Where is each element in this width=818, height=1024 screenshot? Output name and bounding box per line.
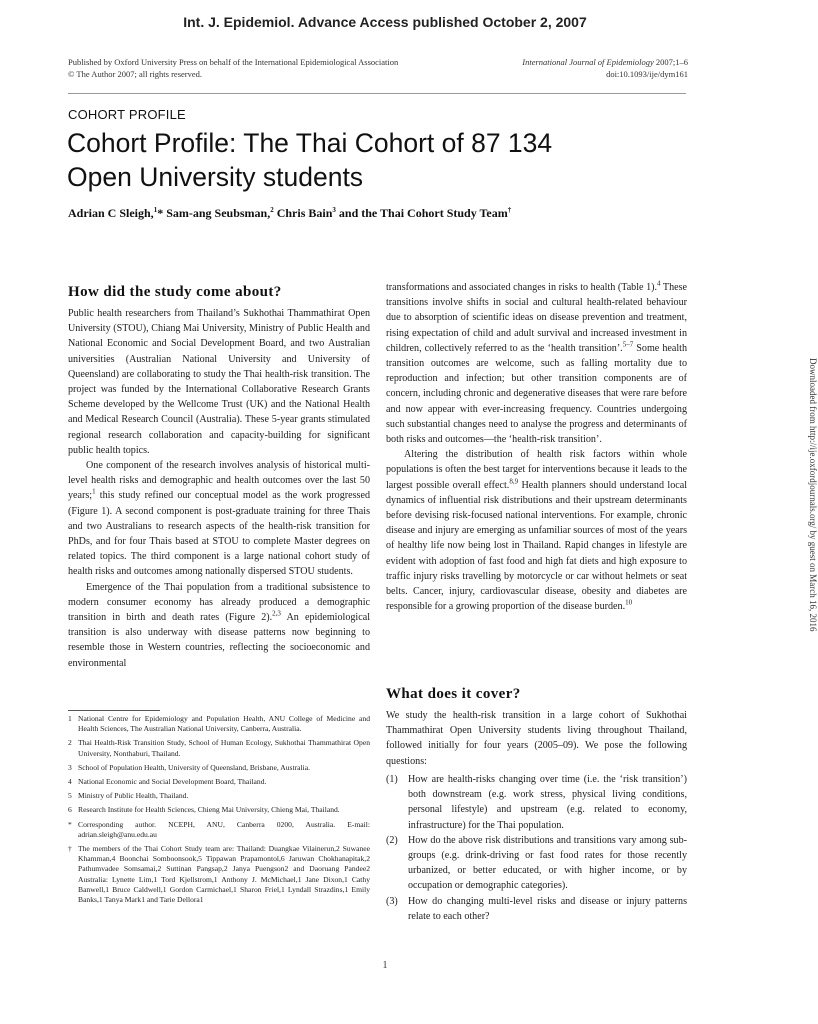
footnote: 6 Research Institute for Health Sciences, Chieng Mai University, Chieng Mai, Thailand. xyxy=(68,805,340,815)
section-heading-coverage: What does it cover? xyxy=(386,686,521,702)
footnotes xyxy=(68,714,370,909)
title-line-1: Cohort Profile: The Thai Cohort of 87 134 xyxy=(67,128,553,158)
question-list xyxy=(386,772,687,924)
footnote: 2 Thai Health-Risk Transition Study, School of Human Ecology, Sukhothai Thammathirat Open University, Nonthaburi, Thailand. xyxy=(68,738,370,758)
paragraph: Emergence of the Thai population from a traditional subsistence to modern consumer economy has already produced a demographic transition in birth and death rates (Figure 2).$^{2,3}$ An epidemiological transition is also underway with disease patterns now beginning to resemble those in Western countries, reflecting the socioeconomic and environmental xyxy=(68,581,370,669)
list-item: (2) How do the above risk distributions and transitions vary among sub-groups (e.g. drink-driving or fast food rates for those recently urbanized, or better educated, or with higher income, or by occupation or demographic categories). xyxy=(386,834,687,892)
author-1: Adrian C Sleigh, xyxy=(68,206,154,220)
paragraph: transformations and associated changes in risks to health (Table 1).$^4$ These transitions involve shifts in social and cultural health-related behaviour due to absorption of scientific ideas on disease prevention and treatment, rising expectation of child and adult survival and increased investment in children, collectively referred to as the ‘health transition’.$^{5-7}$ Some health transition outcomes are welcome, such as falling mortality due to reproduction and infection; but other transition components are of concern, including chronic and degenerative diseases that were rare before and now appear with ever-increasing frequency. Countries undergoing such substantial changes need to analyse the progress and determinants of both risks and outcomes—the ‘health-risk transition’. xyxy=(386,279,688,446)
left-column-body xyxy=(68,306,370,671)
header-rule xyxy=(68,93,686,94)
corresponding-mark: * xyxy=(157,206,164,220)
footnote-corresponding: * Corresponding author. NCEPH, ANU, Canberra 0200, Australia. E-mail: adrian.sleigh@anu.edu.au xyxy=(68,819,370,839)
citation: 8,9 xyxy=(509,477,519,486)
article-type: COHORT PROFILE xyxy=(68,107,186,122)
author-3: Chris Bain xyxy=(273,206,333,220)
affil-mark: 3 xyxy=(332,206,336,214)
author-team: and the Thai Cohort Study Team xyxy=(335,206,508,220)
year-pages: 2007;1–6 xyxy=(653,57,688,67)
footnote: 5 Ministry of Public Health, Thailand. xyxy=(68,791,189,801)
paragraph: Altering the distribution of health risk factors within whole populations is often the best target for interventions because it leads to the largest possible overall effect.$^{8,9}$ Health planners should understand local dynamics of influential risk distributions and their upstream determinants before devising risk-focused national interventions. For example, chronic disease and injury are emerging as unfamiliar sources of most of the years of healthy life now being lost in Thailand. Rapid changes in lifestyle are evident with adoption of fast food and high fat diets and high exposure to traffic injury risks travelling by motorcycle or car without helmets or seat belts. Cancer, injury, cardiovascular disease, obesity and diabetes are responsible for a growing proportion of the disease burden.$^{10}$ xyxy=(386,449,687,613)
citation: 5–7 xyxy=(622,340,634,349)
title-line-2: Open University students xyxy=(67,162,364,192)
citation: 4 xyxy=(657,279,661,288)
download-watermark: Downloaded from http://ije.oxfordjournals.org/ by guest on March 16, 2016 xyxy=(808,358,818,632)
publisher-line: Published by Oxford University Press on behalf of the International Epidemiological Association xyxy=(68,57,399,67)
publisher-note xyxy=(68,56,398,80)
coverage-intro: We study the health-risk transition in a large cohort of Sukhothai Thammathirat Open University students living throughout Thailand, followed initially for four years (2005–09). We pose the following questions: xyxy=(386,710,687,767)
right-column-body xyxy=(386,280,687,614)
list-item: (1) How are health-risks changing over time (i.e. the ‘risk transition’) both downstream (e.g. work stress, physical living conditions, personal lifestyle) and upstream (e.g. related to economy, infrastructure) for the Thai population. xyxy=(386,774,687,831)
author-2: Sam-ang Seubsman, xyxy=(163,206,271,220)
footnote: 1 National Centre for Epidemiology and Population Health, ANU College of Medicine and Health Sciences, The Australian National University, Canberra, Australia. xyxy=(68,714,370,734)
journal-name: International Journal of Epidemiology xyxy=(522,57,654,67)
advance-access-banner: Int. J. Epidemiol. Advance Access published October 2, 2007 xyxy=(183,14,587,30)
affil-mark: 2 xyxy=(270,206,274,214)
author-list xyxy=(68,206,511,221)
page-number: 1 xyxy=(382,960,388,971)
paragraph: Public health researchers from Thailand’s Sukhothai Thammathirat Open University (STOU), Chiang Mai University, Ministry of Public Health and National Economic and Social Development Board, and two Australian universities (Australian National University and University of Queensland) are collaborating to study the Thai health-risk transition. The project was funded by the International Collaborative Research Grants Scheme developed by the Wellcome Trust (UK) and the National Health and Medical Research Council (Australia). These 5-year grants stimulated regional research collaboration and capacity-building for significant public health topics. xyxy=(68,308,370,456)
citation: 2,3 xyxy=(272,609,281,618)
footnote-rule xyxy=(68,710,160,711)
section-heading-origin: How did the study come about? xyxy=(68,284,282,300)
affil-mark: 1 xyxy=(153,206,158,214)
affil-mark: † xyxy=(507,206,512,214)
citation: 1 xyxy=(92,488,96,497)
paragraph: One component of the research involves analysis of historical multi-level health risks and demographic and health outcomes over the last 50 years;$^1$ this study refined our conceptual model as the work progressed (Figure 1). A second component is post-graduate training for three Thais and two Australians to research aspects of the health-risk transition for PhDs, and for four Thais based at STOU to complete Master degrees on related topics. The third component is a large national cohort study of health risks and outcomes among nationally dispersed STOU students. xyxy=(68,460,370,578)
citation: 10 xyxy=(625,598,633,607)
footnote: 4 National Economic and Social Development Board, Thailand. xyxy=(68,777,267,787)
citation-info xyxy=(522,56,688,80)
doi[interactable]: doi:10.1093/ije/dym161 xyxy=(606,69,688,79)
article-title xyxy=(67,126,687,194)
list-item: (3) How do changing multi-level risks and disease or injury patterns relate to each other? xyxy=(386,895,687,922)
footnote-team: † The members of the Thai Cohort Study team are: Thailand: Duangkae Vilainerun,2 Suwanee Khamman,4 Boonchai Somboonsook,5 Tippawan Prapamontol,6 Jaruwan Chokhanapitak,2 Pathumvadee Somsamai,2 Suttinan Pangsap,2 Janya Puengson2 and Daoruang Pandee2 Australia: Lynette Lim,1 Tord Kjellstrom,1 Anthony J. McMichael,1 Jane Dixon,1 Cathy Banwell,1 Bruce Caldwell,1 Gordon Carmichael,1 Sharon Friel,1 Lyndall Strazdins,1 Emily Banks,1 Tanya Mark1 and Tarie Dellora1 xyxy=(68,844,370,905)
footnote: 3 School of Population Health, University of Queensland, Brisbane, Australia. xyxy=(68,762,310,772)
copyright-line: © The Author 2007; all rights reserved. xyxy=(68,69,203,79)
